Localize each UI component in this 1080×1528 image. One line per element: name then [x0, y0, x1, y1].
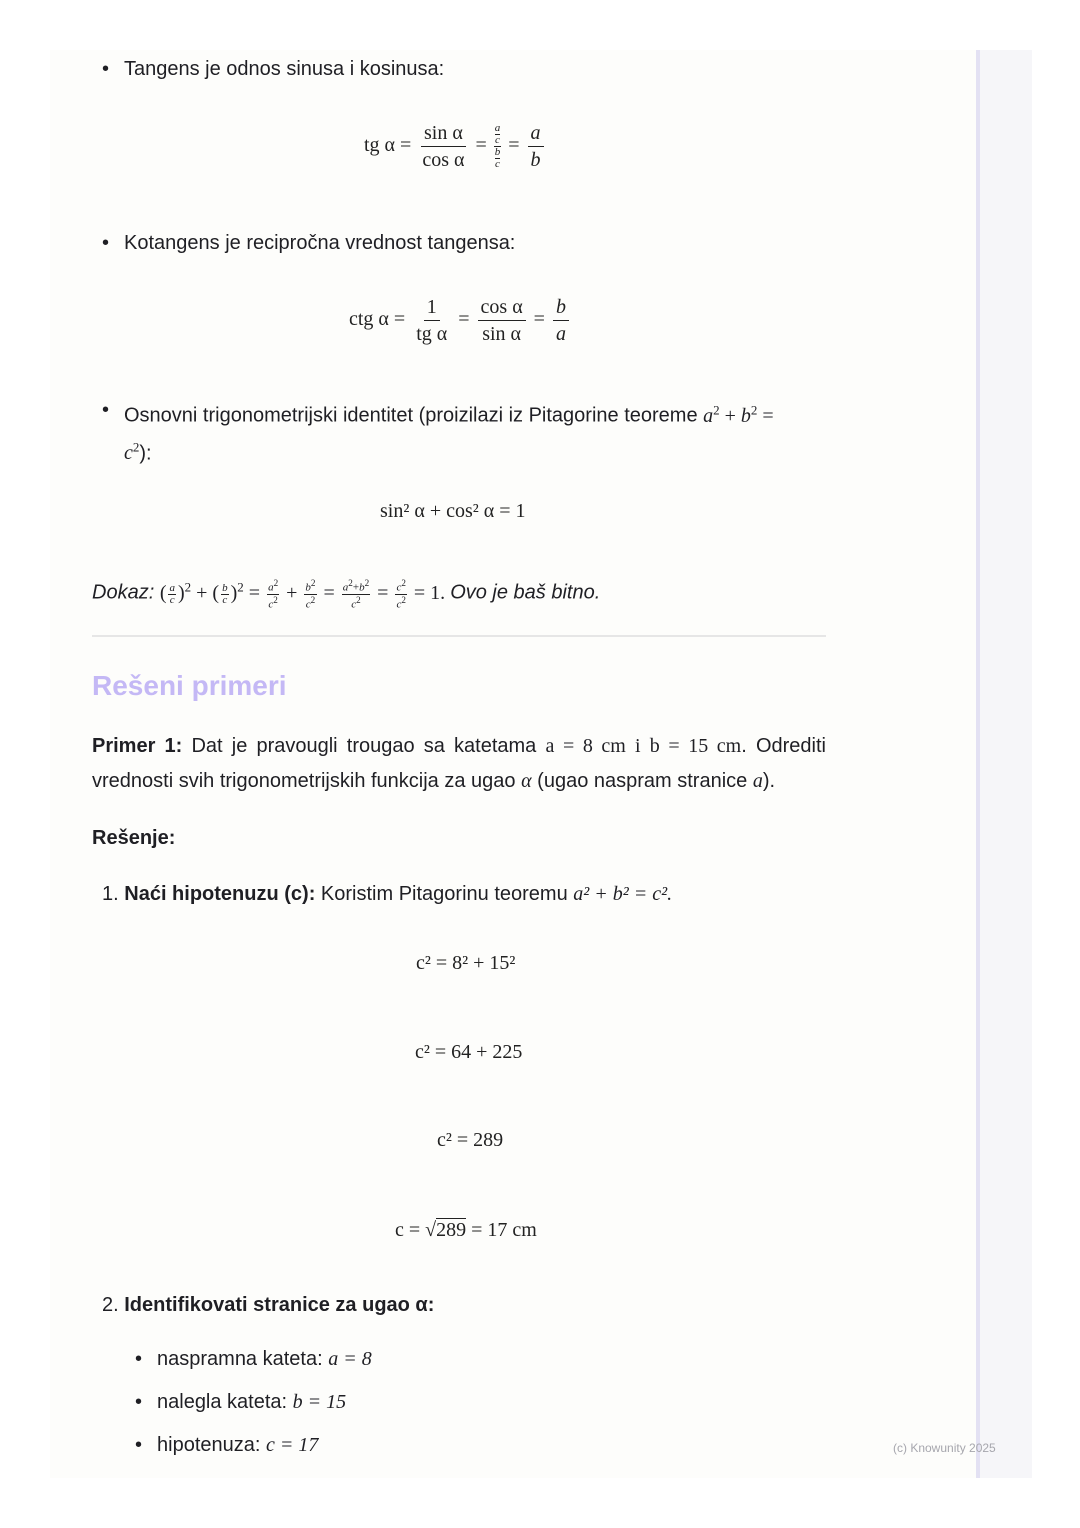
sidebar-strip	[976, 50, 1032, 1478]
bullet-dot: •	[102, 399, 110, 421]
tg-lhs: tg α =	[364, 134, 412, 157]
solution-label: Rešenje:	[92, 827, 176, 849]
compound-fraction	[494, 123, 502, 170]
step-2-title: Identifikovati stranice za ugao α:	[124, 1294, 435, 1316]
example-alpha: α	[521, 770, 532, 792]
b-num: b	[553, 294, 569, 321]
list-item	[135, 1429, 319, 1461]
ctg-tg: tg α	[416, 323, 448, 345]
sin-over-cos	[419, 120, 467, 173]
step-1-text: Koristim Pitagorinu teoremu	[320, 883, 568, 905]
bullet-dot: •	[135, 1391, 143, 1413]
proof-note: Ovo je baš bitno.	[450, 581, 601, 604]
bullet-dot: •	[102, 232, 110, 254]
equation-2: c² = 64 + 225	[415, 1041, 523, 1063]
ctg-cos: cos α	[478, 294, 526, 321]
proof-line	[92, 571, 600, 610]
divider	[92, 635, 826, 637]
tg-denominator: cos α	[422, 149, 465, 171]
bullet-identitet	[102, 394, 824, 469]
footer-copyright: (c) Knowunity 2025	[893, 1441, 996, 1455]
bullet-dot: •	[135, 1348, 143, 1370]
frac-c: c	[495, 134, 500, 146]
step-2-number: 2.	[102, 1294, 119, 1316]
proof-math: ( $\frac{a}{c}$ )$^2$ + ( $\frac{b}{c}$ )$^2$ = $\frac{a^2}{c^2}$ + $\frac{b^2}{c^2}$ = $\frac{a^2+b^2}{c^2}$ = $\frac{c^2}{c^2}$ = 1.	[159, 577, 446, 611]
item-value: a = 8	[328, 1348, 372, 1370]
proof-label: Dokaz:	[92, 581, 155, 604]
tangent-formula: tg α = $\frac{\text{sin α}}{\text{cos α}}$ = a c b c = $\frac{a}{b}$	[364, 120, 547, 173]
identitet-close: ):	[139, 442, 152, 465]
bullet-dot: •	[102, 58, 110, 80]
equation-3: c² = 289	[437, 1129, 504, 1151]
eq4-left: c = √	[395, 1219, 437, 1241]
frac-c2: c	[495, 158, 500, 170]
item-label: hipotenuza:	[157, 1434, 261, 1456]
b-over-a	[553, 294, 569, 347]
bullet-kotangens	[102, 227, 516, 259]
step-1-number: 1.	[102, 883, 119, 905]
example-text-1: Dat je pravougli trougao sa katetama	[191, 735, 537, 757]
equation-1: c² = 8² + 15²	[416, 952, 516, 974]
example-text-2: . Odrediti vrednosti svih trigonometrijskih funkcija za ugao	[92, 735, 826, 792]
list-item	[135, 1343, 372, 1375]
ctg-one: 1	[424, 294, 440, 321]
bullet-kotangens-text: Kotangens je recipročna vrednost tangensa:	[124, 232, 516, 254]
example-label: Primer 1:	[92, 735, 183, 757]
step-1-title: Naći hipotenuzu (c):	[124, 883, 316, 905]
proof-result: = 1.	[413, 581, 446, 604]
example-text-4: ).	[762, 770, 776, 792]
equation-4	[395, 1219, 537, 1242]
a-over-b	[528, 120, 544, 173]
a-num: a	[528, 120, 544, 147]
frac-a: a	[494, 122, 501, 134]
section-title: Rešeni primeri	[92, 670, 287, 701]
step-1	[102, 878, 672, 910]
eq4-right: = 17 cm	[471, 1219, 537, 1241]
tg-numerator: sin α	[421, 120, 466, 147]
item-value: b = 15	[292, 1391, 347, 1413]
example-paragraph	[92, 729, 826, 799]
step-1-equation: a² + b² = c².	[573, 883, 673, 905]
example-a: a = 8 cm	[545, 735, 626, 757]
example-text-3: (ugao naspram stranice	[537, 770, 748, 792]
eq4-radicand: 289	[436, 1219, 467, 1241]
bullet-dot: •	[135, 1434, 143, 1456]
item-value: c = 17	[265, 1434, 319, 1456]
pythagoras-inline: $a^2 + b^2$ = $c^2$	[124, 402, 774, 465]
identity-formula: sin² α + cos² α = 1	[380, 500, 526, 522]
example-conj: i	[635, 735, 641, 757]
ctg-sin: sin α	[482, 323, 522, 345]
cos-over-sin	[478, 294, 526, 347]
a-den: a	[555, 323, 566, 345]
step-2	[102, 1289, 434, 1321]
bullet-tangens-text: Tangens je odnos sinusa i kosinusa:	[124, 58, 445, 80]
b-den: b	[530, 149, 541, 171]
frac-b: b	[494, 146, 501, 158]
example-b: b = 15 cm	[649, 735, 742, 757]
cotangent-formula: ctg α = $\frac{1}{\text{tg α}}$ = $\frac{\text{cos α}}{\text{sin α}}$ = $\frac{b}{a}$	[349, 294, 572, 347]
item-label: nalegla kateta:	[157, 1391, 288, 1413]
example-side-a: a	[752, 770, 763, 792]
list-item	[135, 1386, 347, 1418]
bullet-identitet-text: Osnovni trigonometrijski identitet (proizilazi iz Pitagorine teoreme	[124, 404, 698, 427]
item-label: naspramna kateta:	[157, 1348, 323, 1370]
bullet-tangens	[102, 53, 445, 85]
one-over-tg	[413, 294, 450, 347]
ctg-lhs: ctg α =	[349, 308, 406, 331]
